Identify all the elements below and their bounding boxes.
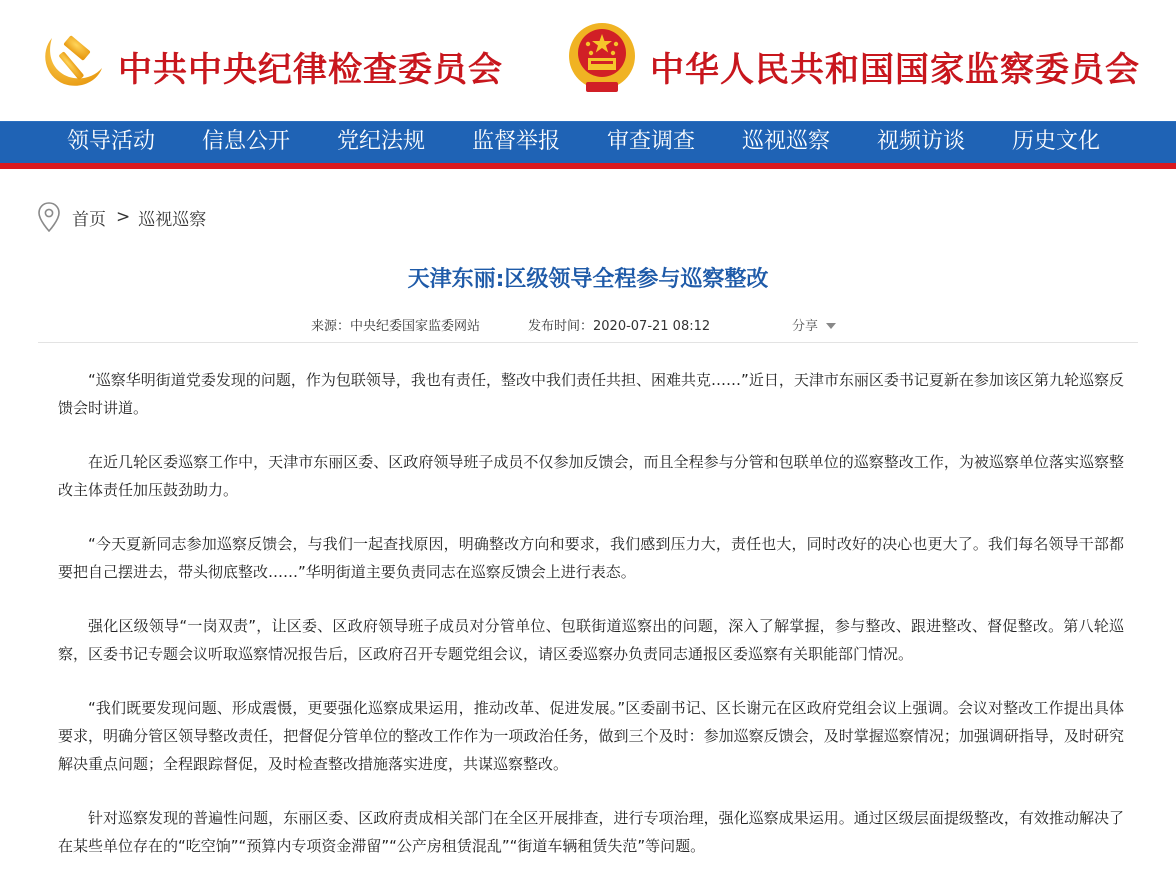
nav-item-video[interactable]: 视频访谈 xyxy=(877,129,966,154)
article-paragraph: “我们既要发现问题、形成震慑，更要强化巡察成果运用，推动改革、促进发展。”区委副书记、区长谢元在区政府党组会议上强调。会议对整改工作提出具体要求，明确分管区领导整改责任，把督促分管单位的整改工作作为一项政治任务，做到三个及时：参加巡察反馈会，及时掌握巡察情况；加强调研指导，及时研究解决重点问题；全程跟踪督促，及时检查整改措施落实进度，共谋巡察整改。 xyxy=(58,699,1124,773)
right-org-title: 中华人民共和国国家监察委员会 xyxy=(650,50,1140,90)
article-paragraph: 在近几轮区委巡察工作中，天津市东丽区委、区政府领导班子成员不仅参加反馈会，而且全程参与分管和包联单位的巡察整改工作，为被巡察单位落实巡察整改主体责任加压鼓劲助力。 xyxy=(58,453,1124,499)
national-emblem-icon xyxy=(566,20,638,96)
article-title: 天津东丽:区级领导全程参与巡察整改 xyxy=(407,267,769,292)
article-paragraph: 强化区级领导“一岗双责”，让区委、区政府领导班子成员对分管单位、包联街道巡察出的问题，深入了解掌握，参与整改、跟进整改、督促整改。第八轮巡察，区委书记专题会议听取巡察情况报告后，区政府召开专题党组会议，请区委巡察办负责同志通报区委巡察有关职能部门情况。 xyxy=(58,617,1124,663)
nav-item-inspection[interactable]: 巡视巡察 xyxy=(742,129,831,154)
site-header xyxy=(0,0,1176,121)
share-label: 分享 xyxy=(792,319,819,334)
breadcrumb-home-link[interactable]: 首页 xyxy=(72,209,106,230)
article-paragraph: “巡察华明街道党委发现的问题，作为包联领导，我也有责任，整改中我们责任共担、困难共克……”近日，天津市东丽区委书记夏新在参加该区第九轮巡察反馈会时讲道。 xyxy=(58,371,1124,417)
breadcrumb-separator: > xyxy=(116,207,131,227)
nav-red-stripe xyxy=(0,163,1176,169)
title-divider xyxy=(38,342,1138,343)
caret-down-icon xyxy=(826,323,836,329)
breadcrumb-section-link[interactable]: 巡视巡察 xyxy=(138,209,207,230)
article-body xyxy=(58,366,1124,886)
main-nav xyxy=(0,121,1176,163)
nav-item-regulations[interactable]: 党纪法规 xyxy=(337,129,426,154)
share-button[interactable] xyxy=(792,315,836,334)
nav-item-investigation[interactable]: 审查调查 xyxy=(607,129,696,154)
nav-item-history[interactable]: 历史文化 xyxy=(1012,129,1101,154)
nav-item-info[interactable]: 信息公开 xyxy=(202,129,291,154)
article-paragraph: “今天夏新同志参加巡察反馈会，与我们一起查找原因，明确整改方向和要求，我们感到压力大，责任也大，同时改好的决心也更大了。我们每名领导干部都要把自己摆进去，带头彻底整改……”华明街道主要负责同志在巡察反馈会上进行表态。 xyxy=(58,535,1124,581)
nav-item-supervision[interactable]: 监督举报 xyxy=(472,129,561,154)
hammer-sickle-icon xyxy=(38,24,106,92)
article-paragraph: 针对巡察发现的普遍性问题，东丽区委、区政府责成相关部门在全区开展排查，进行专项治理，强化巡察成果运用。通过区级层面提级整改，有效推动解决了在某些单位存在的“吃空饷”“预算内专项资金滞留”“公产房租赁混乱”“街道车辆租赁失范”等问题。 xyxy=(58,809,1124,855)
article-source: 来源：中央纪委国家监委网站 xyxy=(311,319,481,334)
location-pin-icon xyxy=(38,202,60,232)
nav-item-leadership[interactable]: 领导活动 xyxy=(67,129,156,154)
article-publish-time: 发布时间：2020-07-21 08:12 xyxy=(528,319,711,334)
left-org-title: 中共中央纪律检查委员会 xyxy=(118,50,503,90)
breadcrumb xyxy=(38,200,206,234)
